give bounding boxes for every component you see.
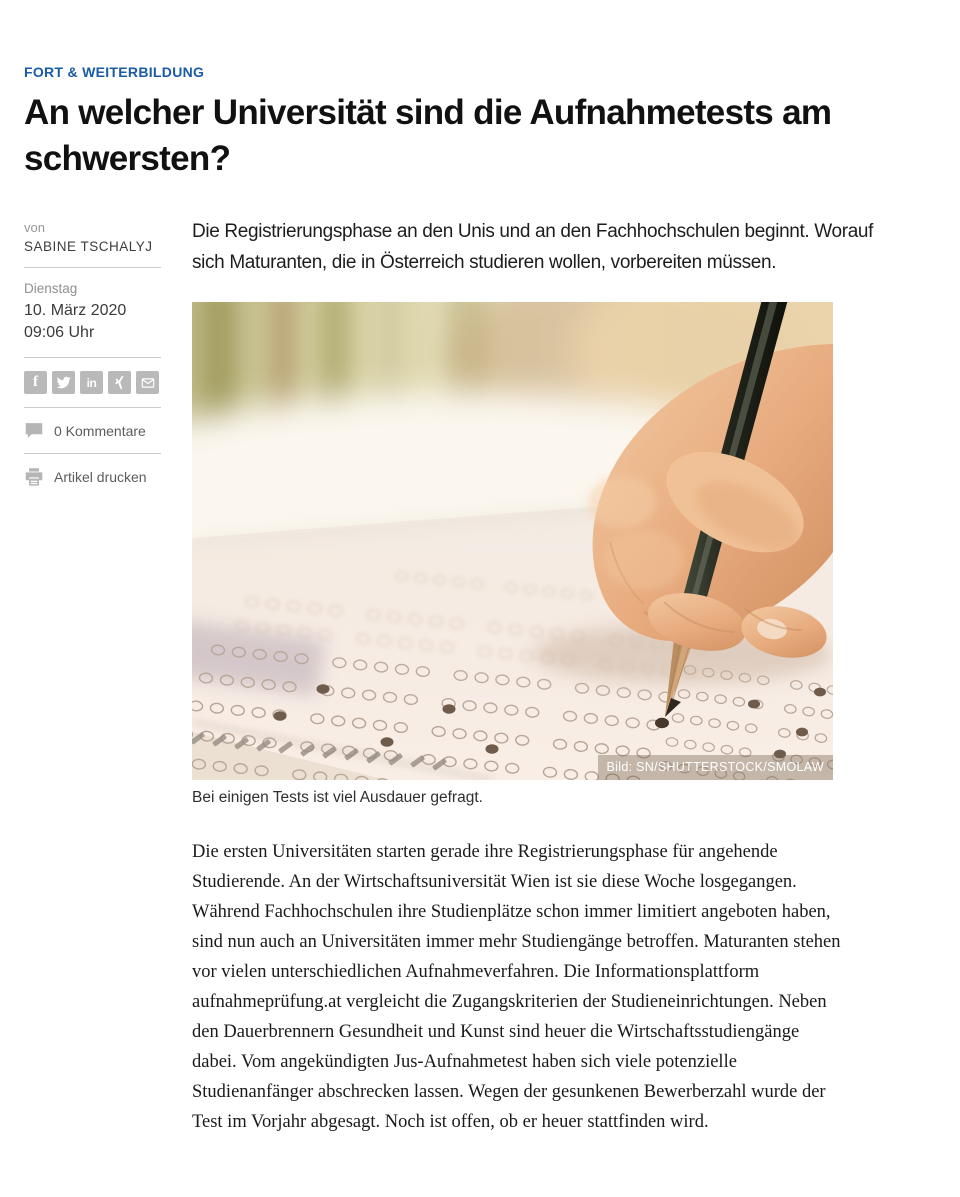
article-body-paragraph: Die ersten Universitäten starten gerade ihre Registrierungsphase für angehende Studierende. An der Wirtschaftsuniversität Wien ist sie diese Woche losgegangen. Während Fachhochschulen ihre Studienplätze schon immer limitiert angeboten haben, sind nun auch an Universitäten immer mehr Studiengänge betroffen. Maturanten stehen vor vielen unterschiedlichen Aufnahmeverfahren. Die Informationsplattform aufnahmeprüfung.at vergleicht die Zugangskriterien der Studieneinrichtungen. Neben den Dauerbrennern Gesundheit und Kunst sind heuer die Wirtschaftsstudiengänge dabei. Vom angekündigten Jus-Aufnahmetest haben sich viele potenzielle Studienanfänger abschrecken lassen. Wegen der gesunkenen Bewerberzahl wurde der Test im Vorjahr abgesagt. Noch ist offen, ob er heuer stattfinden wird. [192, 842, 841, 1132]
article-figure [192, 302, 902, 807]
linkedin-icon: in [86, 375, 97, 390]
byline-prefix: von [24, 220, 45, 235]
published-datetime: 10. März 2020 09:06 Uhr [24, 302, 127, 341]
share-buttons [24, 371, 161, 394]
answer-sheet-photo [192, 302, 833, 780]
image-caption: Bei einigen Tests ist viel Ausdauer gefragt. [192, 789, 483, 806]
share-facebook-button[interactable] [24, 371, 47, 394]
twitter-icon [56, 375, 71, 390]
article-headline: An welcher Universität sind die Aufnahmetests am schwersten? [24, 93, 832, 178]
share-twitter-button[interactable] [52, 371, 75, 394]
divider [24, 407, 161, 408]
facebook-icon: f [33, 374, 38, 390]
share-xing-button[interactable] [108, 371, 131, 394]
published-weekday: Dienstag [24, 281, 78, 296]
share-linkedin-button[interactable] [80, 371, 103, 394]
article-layout [24, 216, 936, 1151]
comments-link[interactable] [24, 421, 161, 440]
xing-icon [112, 375, 127, 390]
author-link[interactable]: SABINE TSCHALYJ [24, 239, 153, 254]
divider [24, 267, 161, 268]
share-email-button[interactable] [136, 371, 159, 394]
lead-paragraph: Die Registrierungsphase an den Unis und an den Fachhochschulen beginnt. Worauf sich Maturanten, die in Österreich studieren wollen, vorbereiten müssen. [192, 221, 874, 273]
print-article-button[interactable] [24, 467, 161, 486]
byline [24, 220, 161, 254]
article-meta-sidebar [24, 216, 161, 486]
divider [24, 453, 161, 454]
printer-icon [24, 467, 44, 486]
published-date [24, 281, 161, 344]
comments-count-label: 0 Kommentare [54, 422, 146, 439]
category-link[interactable]: FORT & WEITERBILDUNG [24, 64, 205, 80]
print-label: Artikel drucken [54, 468, 147, 485]
comment-bubble-icon [24, 421, 44, 440]
image-credit: Bild: SN/SHUTTERSTOCK/SMOLAW [598, 755, 833, 780]
article-main [192, 216, 902, 1151]
divider [24, 357, 161, 358]
email-icon [140, 375, 156, 391]
